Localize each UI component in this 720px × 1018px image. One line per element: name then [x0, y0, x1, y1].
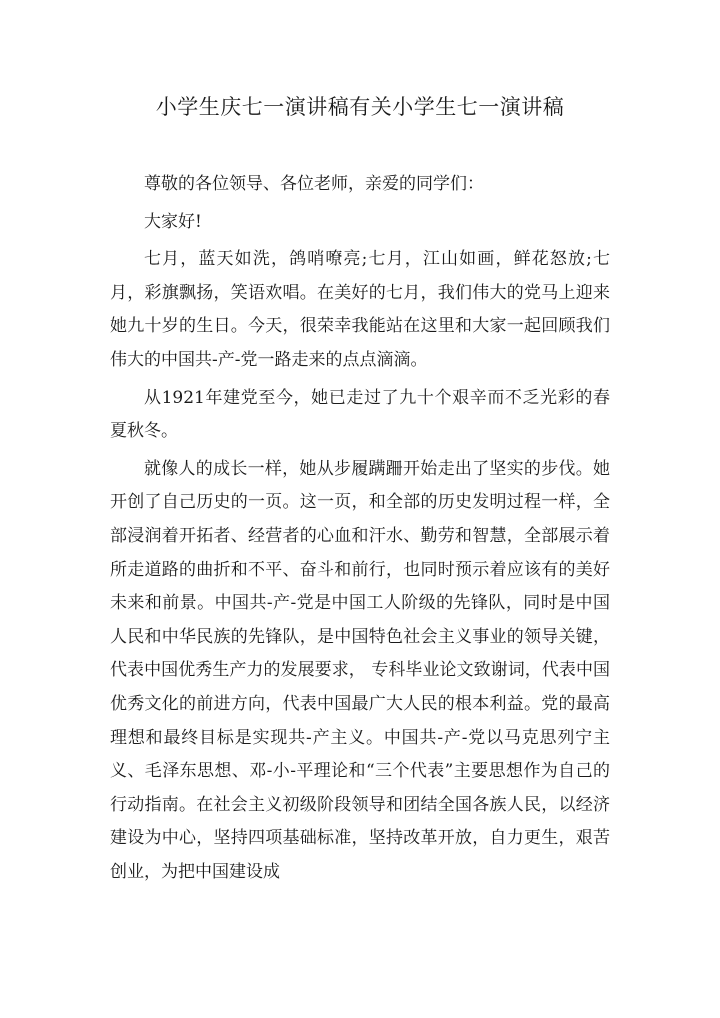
document-title: 小学生庆七一演讲稿有关小学生七一演讲稿 [155, 95, 565, 119]
paragraph-salutation: 尊敬的各位领导、各位老师，亲爱的同学们： [144, 174, 484, 194]
paragraph-growth: 就像人的成长一样，她从步履蹒跚开始走出了坚实的步伐。她开创了自己历史的一页。这一页，和全部的历史发明过程一样，全部浸润着开拓者、经营者的心血和汗水、勤劳和智慧，全部展示着所走道路的曲折和不平、奋斗和前行，也同时预示着应该有的美好未来和前景。中国共-产-党是中国工人阶级的先锋队，同时是中国人民和中华民族的先锋队，是中国特色社会主义事业的领导关键，代表中国优秀生产力的发展要求， 专科毕业论文致谢词，代表中国优秀文化的前进方向，代表中国最广大人民的根本利益。党的最高理想和最终目标是实现共-产主义。中国共-产-党以马克思列宁主义、毛泽东思想、邓-小-平理论和“三个代表”主要思想作为自己的行动指南。在社会主义初级阶段领导和团结全国各族人民，以经济建设为中心，坚持四项基础标准，坚持改革开放，自力更生，艰苦创业，为把中国建设成 [110, 458, 610, 882]
paragraph-july: 七月，蓝天如洗，鸽哨嘹亮;七月，江山如画，鲜花怒放;七月，彩旗飘扬，笑语欢唱。在美好的七月，我们伟大的党马上迎来她九十岁的生日。今天，很荣幸我能站在这里和大家一起回顾我们伟大的中国共-产-党一路走来的点点滴滴。 [110, 249, 610, 370]
document-body [110, 168, 610, 893]
paragraph-greeting: 大家好! [144, 211, 202, 232]
paragraph-founding: 从1921年建党至今，她已走过了九十个艰辛而不乏光彩的春夏秋冬。 [110, 387, 610, 442]
